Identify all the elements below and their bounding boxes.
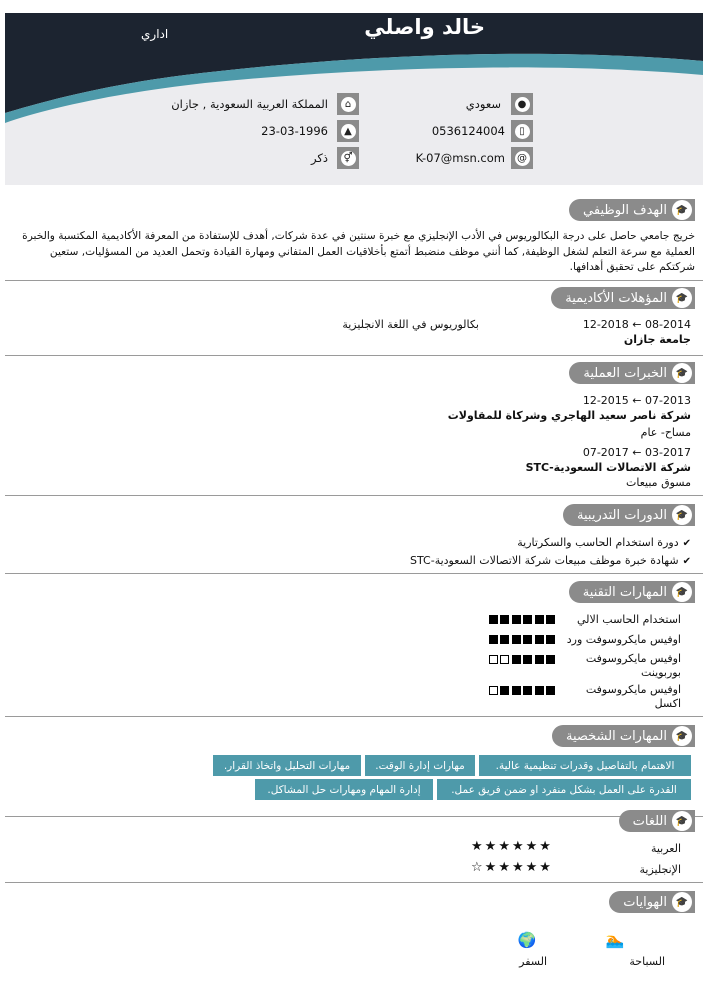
languages-heading: 🎓 اللغات (619, 810, 695, 832)
star-filled-icon: ★ (539, 860, 553, 875)
star-filled-icon: ★ (471, 839, 485, 854)
experience-1-role: مساح- عام (640, 426, 691, 439)
rating-square-filled (512, 615, 521, 624)
tech-skill-name: اوفيس مايكروسوفت اكسل (585, 683, 681, 710)
globe-plane-icon: 🌍 (517, 931, 537, 949)
hobby-name: السباحة (629, 955, 665, 968)
hobbies-heading: 🎓 الهوايات (609, 891, 695, 913)
rating-square-filled (546, 615, 555, 624)
email-icon: @ (511, 147, 533, 169)
star-filled-icon: ★ (498, 860, 512, 875)
rating-square-filled (523, 615, 532, 624)
gender-icon: ⚥ (337, 147, 359, 169)
candidate-name: خالد واصلي (364, 15, 485, 39)
course-item: ✔دورة استخدام الحاسب والسكرتارية (517, 536, 691, 549)
rating-square-empty (489, 655, 498, 664)
birthdate-text: 23-03-1996 (261, 124, 328, 138)
objective-heading: 🎓 الهدف الوظيفي (569, 199, 695, 221)
rating-square-filled (512, 655, 521, 664)
rating-square-empty (500, 655, 509, 664)
courses-heading: 🎓 الدورات التدريبية (563, 504, 695, 526)
skill-tag: مهارات إدارة الوقت. (365, 755, 475, 776)
language-rating (471, 839, 553, 854)
education-degree: بكالوريوس في اللغة الانجليزية (342, 318, 479, 331)
tech-skill-rating (486, 655, 555, 664)
tech-skill-name: اوفيس مايكروسوفت ورد (566, 633, 681, 646)
check-icon: ✔ (682, 556, 691, 567)
check-icon: ✔ (682, 538, 691, 549)
cake-icon: ▲ (337, 120, 359, 142)
personal-skills-heading: 🎓 المهارات الشخصية (552, 725, 695, 747)
cv-page (5, 13, 703, 1000)
rating-square-filled (535, 655, 544, 664)
star-filled-icon: ★ (498, 839, 512, 854)
rating-square-filled (523, 655, 532, 664)
gender-text: ذكر (311, 151, 328, 165)
phone-text: 0536124004 (431, 124, 505, 138)
address-text: المملكة العربية السعودية , جازان (171, 97, 328, 111)
star-empty-icon: ☆ (471, 860, 485, 875)
star-filled-icon: ★ (484, 860, 499, 875)
skill-tag: مهارات التحليل واتخاذ القرار. (213, 755, 361, 776)
skill-tag: الاهتمام بالتفاصيل وقدرات تنظيمية عالية. (479, 755, 691, 776)
tech-skill-rating (486, 686, 555, 695)
tech-skills-section (5, 574, 703, 717)
rating-square-filled (546, 635, 555, 644)
rating-square-empty (489, 686, 498, 695)
education-institution: جامعة جازان (623, 333, 691, 346)
experience-heading: 🎓 الخبرات العملية (569, 362, 695, 384)
email-text: K-07@msn.com (415, 151, 505, 165)
objective-text: خريج جامعي حاصل على درجة البكالوريوس في الأدب الإنجليزي مع خبرة سنتين في عدة شركات, أهدف للإستفادة من المعرفة الأكاديمية المكتسبة والخبرة العملية مع سرعة التعلم لشغل الوظيفة, كما أنني موظف منضبط أتمتع بأخلاقيات العمل المتفاني ومهارة القيادة وتحمل العديد من المسؤليات, ستعين شركتكم على تحقيق أهدافها. (22, 230, 695, 273)
education-heading: 🎓 المؤهلات الأكاديمية (551, 287, 695, 309)
rating-square-filled (535, 635, 544, 644)
objective-section (5, 185, 703, 281)
rating-square-filled (535, 686, 544, 695)
graduation-cap-icon: 🎓 (672, 582, 692, 602)
course-item: ✔شهادة خبرة موظف مبيعات شركة الاتصالات السعودية-STC (409, 554, 691, 567)
rating-square-filled (489, 635, 498, 644)
tech-skill-rating (486, 635, 555, 644)
graduation-cap-icon: 🎓 (672, 288, 692, 308)
language-name: الإنجليزية (639, 863, 681, 876)
language-name: العربية (650, 842, 681, 855)
star-filled-icon: ★ (511, 839, 526, 854)
education-section (5, 281, 703, 356)
star-filled-icon: ★ (539, 839, 553, 854)
rating-square-filled (523, 635, 532, 644)
rating-square-filled (512, 686, 521, 695)
graduation-cap-icon: 🎓 (672, 726, 692, 746)
skill-tag: إدارة المهام ومهارات حل المشاكل. (255, 779, 433, 800)
personal-skills-section (5, 717, 703, 817)
languages-section (5, 813, 703, 883)
star-filled-icon: ★ (525, 839, 540, 854)
rating-square-filled (535, 615, 544, 624)
header (5, 13, 703, 185)
tech-skills-heading: 🎓 المهارات التقنية (569, 581, 695, 603)
experience-1-company: شركة ناصر سعيد الهاجري وشركاة للمقاولات (447, 409, 691, 422)
rating-square-filled (546, 655, 555, 664)
star-filled-icon: ★ (525, 860, 540, 875)
rating-square-filled (489, 615, 498, 624)
graduation-cap-icon: 🎓 (672, 505, 692, 525)
graduation-cap-icon: 🎓 (672, 811, 692, 831)
rating-square-filled (512, 635, 521, 644)
tech-skill-rating (486, 615, 555, 624)
language-rating (471, 860, 553, 875)
home-icon: ⌂ (337, 93, 359, 115)
experience-section (5, 356, 703, 496)
graduation-cap-icon: 🎓 (672, 363, 692, 383)
experience-2-dates: 03-2017 ← 07-2017 (582, 446, 691, 459)
swimmer-icon: 🏊 (605, 931, 625, 949)
location-pin-icon: ● (511, 93, 533, 115)
mobile-phone-icon: ▯ (511, 120, 533, 142)
nationality-text: سعودي (465, 97, 501, 111)
rating-square-filled (500, 635, 509, 644)
star-filled-icon: ★ (484, 839, 499, 854)
skill-tag: القدرة على العمل بشكل منفرد او ضمن فريق عمل. (437, 779, 691, 800)
star-filled-icon: ★ (511, 860, 526, 875)
job-title: اداري (141, 27, 169, 41)
tech-skill-name: اوفيس مايكروسوفت بوربوينت (585, 652, 681, 679)
education-dates: 08-2014 ← 12-2018 (582, 318, 691, 331)
graduation-cap-icon: 🎓 (672, 200, 692, 220)
rating-square-filled (500, 686, 509, 695)
hobbies-section (5, 883, 703, 1000)
experience-1-dates: 07-2013 ← 12-2015 (582, 394, 691, 407)
tech-skill-name: استخدام الحاسب الالي (576, 613, 681, 626)
courses-section (5, 496, 703, 574)
rating-square-filled (546, 686, 555, 695)
rating-square-filled (500, 615, 509, 624)
rating-square-filled (523, 686, 532, 695)
experience-2-role: مسوق مبيعات (626, 476, 691, 489)
graduation-cap-icon: 🎓 (672, 892, 692, 912)
hobby-name: السفر (519, 955, 547, 968)
experience-2-company: شركة الاتصالات السعودية-STC (525, 461, 691, 474)
